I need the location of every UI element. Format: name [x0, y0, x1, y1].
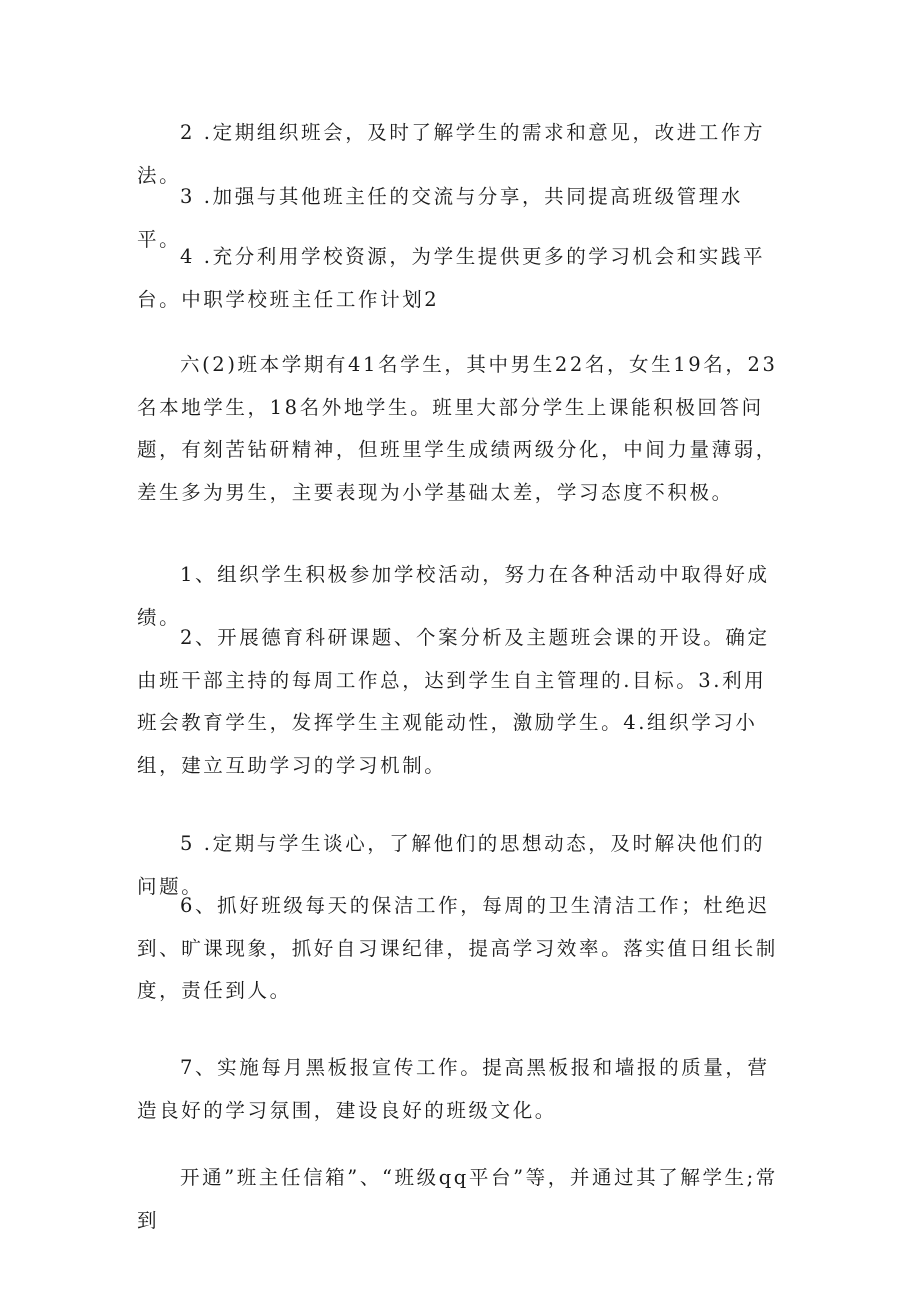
paragraph-7: 5 .定期与学生谈心，了解他们的思想动态，及时解决他们的问题。	[137, 832, 766, 898]
paragraph-1: 2 .定期组织班会，及时了解学生的需求和意见，改进工作方法。	[137, 121, 766, 187]
paragraph-10: 开通”班主任信箱”、“班级qq平台”等，并通过其了解学生;常到	[137, 1166, 778, 1232]
paragraph-5: 1、组织学生积极参加学校活动，努力在各种活动中取得好成绩。	[137, 563, 770, 629]
paragraph-6: 2、开展德育科研课题、个案分析及主题班会课的开设。确定由班干部主持的每周工作总，达到学生自主管理的.目标。3.利用班会教育学生，发挥学生主观能动性，激励学生。4.组织学习小组，建立互助学习的学习机制。	[137, 626, 770, 777]
paragraph-2: 3 .加强与其他班主任的交流与分享，共同提高班级管理水平。	[137, 185, 744, 251]
paragraph-8: 6、抓好班级每天的保洁工作，每周的卫生清洁工作；杜绝迟到、旷课现象，抓好自习课纪律，提高学习效率。落实值日组长制度，责任到人。	[137, 894, 778, 1002]
paragraph-9: 7、实施每月黑板报宣传工作。提高黑板报和墙报的质量，营造良好的学习氛围，建设良好的班级文化。	[137, 1056, 770, 1122]
paragraph-4: 六(2)班本学期有41名学生，其中男生22名，女生19名，23名本地学生，18名外地学生。班里大部分学生上课能积极回答问题，有刻苦钻研精神，但班里学生成绩两级分化，中间力量薄弱，差生多为男生，主要表现为小学基础太差，学习态度不积极。	[137, 353, 778, 504]
paragraph-3: 4 .充分利用学校资源，为学生提供更多的学习机会和实践平台。中职学校班主任工作计划2	[137, 245, 766, 311]
